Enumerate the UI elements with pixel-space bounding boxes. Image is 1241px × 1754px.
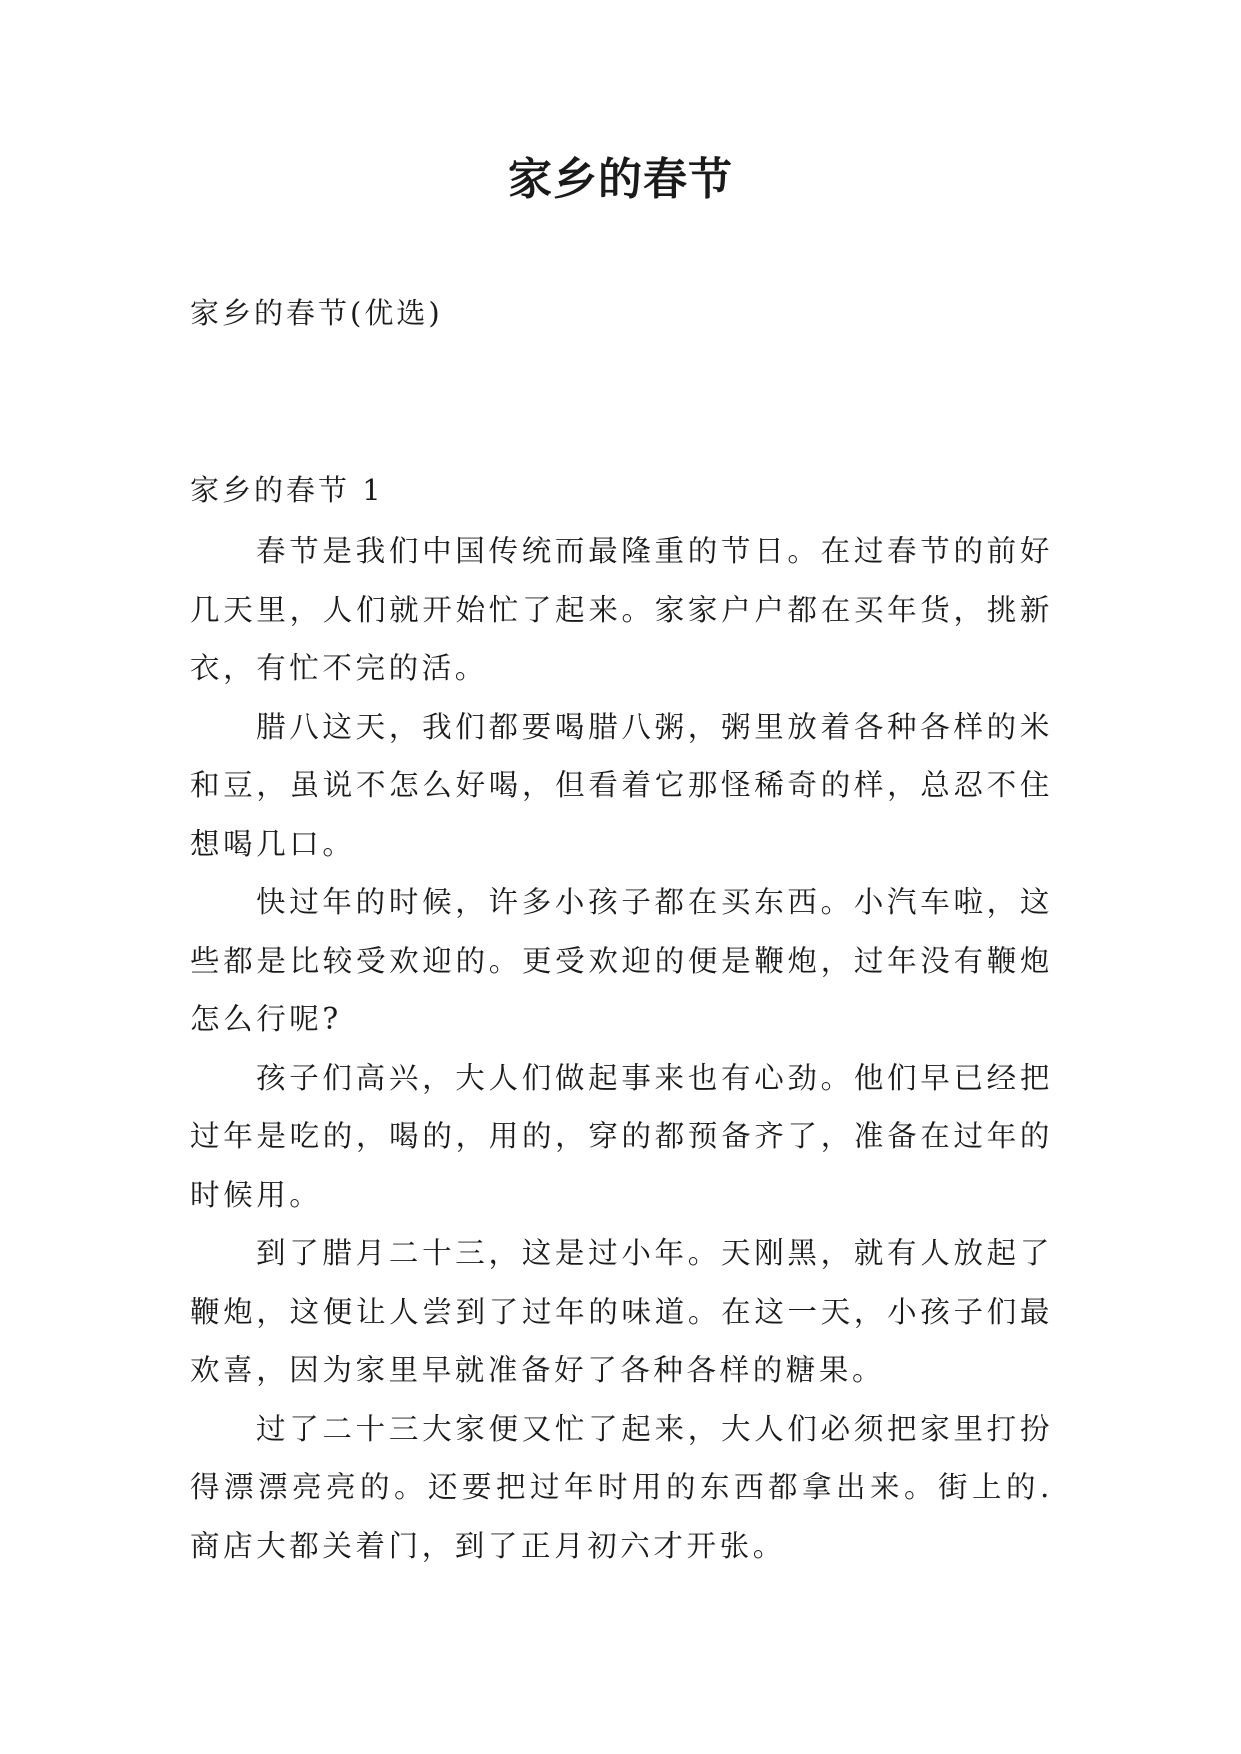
paragraph-6: 过了二十三大家便又忙了起来，大人们必须把家里打扮得漂漂亮亮的。还要把过年时用的东西都拿出来。街上的.商店大都关着门，到了正月初六才开张。 [190, 1411, 1053, 1563]
document-subtitle: 家乡的春节(优选) [190, 296, 443, 330]
paragraph-3: 快过年的时候，许多小孩子都在买东西。小汽车啦，这些都是比较受欢迎的。更受欢迎的便是鞭炮，过年没有鞭炮怎么行呢? [190, 885, 1053, 1036]
paragraph-5: 到了腊月二十三，这是过小年。天刚黑，就有人放起了鞭炮，这便让人尝到了过年的味道。在这一天，小孩子们最欢喜，因为家里早就准备好了各种各样的糖果。 [190, 1236, 1053, 1387]
paragraph-1: 春节是我们中国传统而最隆重的节日。在过春节的前好几天里，人们就开始忙了起来。家家户户都在买年货，挑新衣，有忙不完的活。 [190, 534, 1053, 685]
section-heading: 家乡的春节 1 [190, 473, 384, 507]
paragraph-4: 孩子们高兴，大人们做起事来也有心劲。他们早已经把过年是吃的，喝的，用的，穿的都预备齐了，准备在过年的时候用。 [190, 1060, 1053, 1212]
document-title: 家乡的春节 [508, 154, 733, 205]
article-body [190, 522, 1053, 1575]
paragraph-2: 腊八这天，我们都要喝腊八粥，粥里放着各种各样的米和豆，虽说不怎么好喝，但看着它那怪稀奇的样，总忍不住想喝几口。 [190, 709, 1053, 861]
